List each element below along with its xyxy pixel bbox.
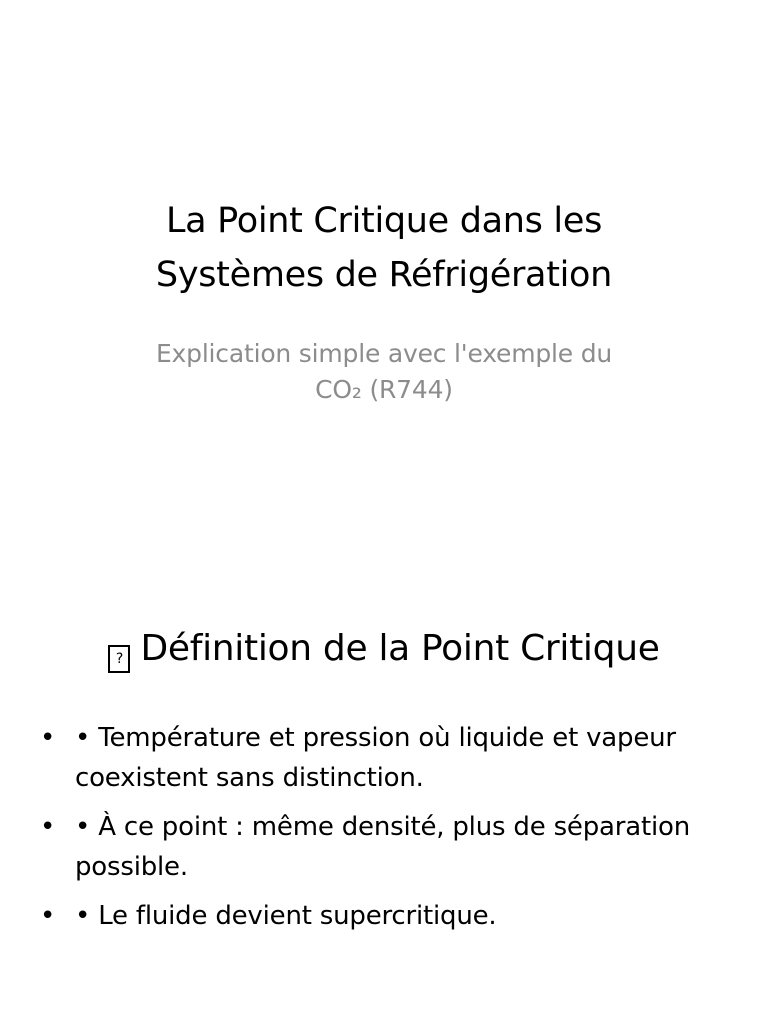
definition-slide [0, 512, 768, 1024]
slide-subtitle-line-1: Explication simple avec l'exemple du [155, 339, 613, 368]
slide-title-line-2: Systèmes de Réfrigération [155, 255, 613, 295]
list-item [40, 718, 720, 798]
list-item [40, 807, 720, 887]
bullet-marker: • [40, 812, 56, 842]
slide-title [40, 194, 728, 302]
missing-glyph-icon: ? [108, 645, 130, 673]
bullet-marker: • [40, 901, 56, 931]
slide-title-line-1: La Point Critique dans les [165, 201, 603, 241]
slide-subtitle-line-2: CO₂ (R744) [315, 375, 453, 404]
bullet-text: • À ce point : même densité, plus de séparation possible. [75, 812, 690, 882]
bullet-list [40, 718, 720, 945]
section-heading [20, 624, 748, 674]
bullet-text: • Température et pression où liquide et vapeur coexistent sans distinction. [75, 723, 676, 793]
slide-subtitle [80, 336, 688, 408]
bullet-marker: • [40, 723, 56, 753]
bullet-text: • Le fluide devient supercritique. [75, 901, 497, 931]
section-heading-text: Définition de la Point Critique [140, 628, 660, 669]
list-item [40, 896, 720, 936]
